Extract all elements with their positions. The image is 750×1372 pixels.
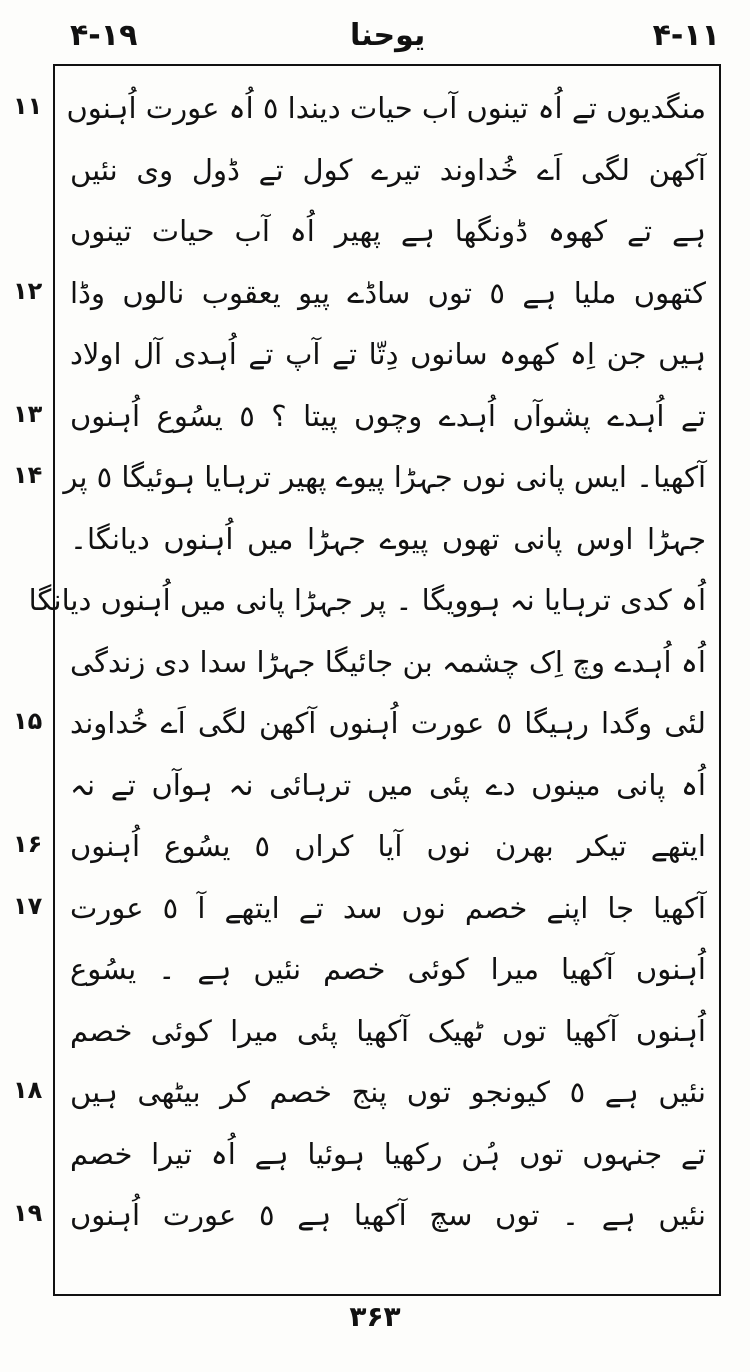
text-line: آکھیا جا اپنے خصم نوں سد تے ایتھے آ ٥ عورت <box>70 890 706 925</box>
book-title: یوحنا <box>350 18 426 53</box>
verse-number: ۱۳ <box>13 399 43 428</box>
text-line: آکھیا۔ ایس پانی نوں جہڑا پیوے پھیر ترہایا ہوئیگا ٥ پر <box>63 460 706 494</box>
text-line: منگدیوں تے اُہ تینوں آب حیات دیندا ٥ اُہ عورت اُہنوں <box>66 91 706 125</box>
chapter-verse-range-left: ۴-۱۹ <box>70 18 138 53</box>
text-line: تے اُہدے پشوآں اُہدے وچوں پیتا ؟ ٥ یسُوع اُہنوں <box>70 398 706 433</box>
verse-number: ۱۷ <box>13 891 43 920</box>
text-line: لئی وگدا رہیگا ٥ عورت اُہنوں آکھن لگی اَے خُداوند <box>70 706 706 740</box>
text-line: اُہ پانی مینوں دے پئی میں ترہائی نہ ہوآں تے نہ <box>70 767 706 802</box>
verse-number: ۱۵ <box>13 707 43 735</box>
text-line: ہیں جن اِہ کھوہ سانوں دِتّا تے آپ تے اُہدی آل اولاد <box>70 337 706 371</box>
page-number: ۳۶۳ <box>349 1300 401 1333</box>
verse-number: ۱۱ <box>13 92 43 120</box>
text-line: نئیں ہے ۔ توں سچ آکھیا ہے ٥ عورت اُہنوں <box>70 1198 707 1232</box>
verse-number: ۱۸ <box>13 1076 43 1104</box>
verse-number: ۱۲ <box>13 276 43 305</box>
text-line: اُہنوں آکھیا توں ٹھیک آکھیا پئی میرا کوئی خصم <box>70 1013 706 1048</box>
text-line: آکھن لگی اَے خُداوند تیرے کول تے ڈول وی نئیں <box>70 152 706 187</box>
verse-number-column <box>0 0 55 1372</box>
text-line: ایتھے تیکر بھرن نوں آیا کراں ٥ یسُوع اُہنوں <box>70 829 706 863</box>
text-line: نئیں ہے ٥ کیونجو توں پنج خصم کر بیٹھی ہیں <box>70 1075 707 1109</box>
chapter-verse-range-right: ۴-۱۱ <box>652 18 720 53</box>
text-line: ہے تے کھوہ ڈونگھا ہے پھیر اُہ آب حیات تینوں <box>70 214 706 248</box>
text-line: اُہ کدی ترہایا نہ ہوویگا ۔ پر جہڑا پانی میں اُہنوں دیانگا <box>28 583 706 617</box>
text-line: اُہ اُہدے وچ اِک چشمہ بن جائیگا جہڑا سدا دی زندگی <box>70 644 706 679</box>
verse-number: ۱۴ <box>13 461 43 489</box>
text-line: تے جنہوں توں ہُن رکھیا ہوئیا ہے اُہ تیرا خصم <box>70 1136 706 1171</box>
text-line: اُہنوں آکھیا میرا کوئی خصم نئیں ہے ۔ یسُوع <box>70 952 706 986</box>
verse-number: ۱۶ <box>13 830 43 858</box>
text-line: کتھوں ملیا ہے ٥ توں ساڈے پیو یعقوب نالوں وڈا <box>70 275 706 310</box>
verse-number: ۱۹ <box>13 1199 43 1227</box>
text-line: جہڑا اوس پانی تھوں پیوے جہڑا میں اُہنوں دیانگا۔ <box>70 521 706 556</box>
